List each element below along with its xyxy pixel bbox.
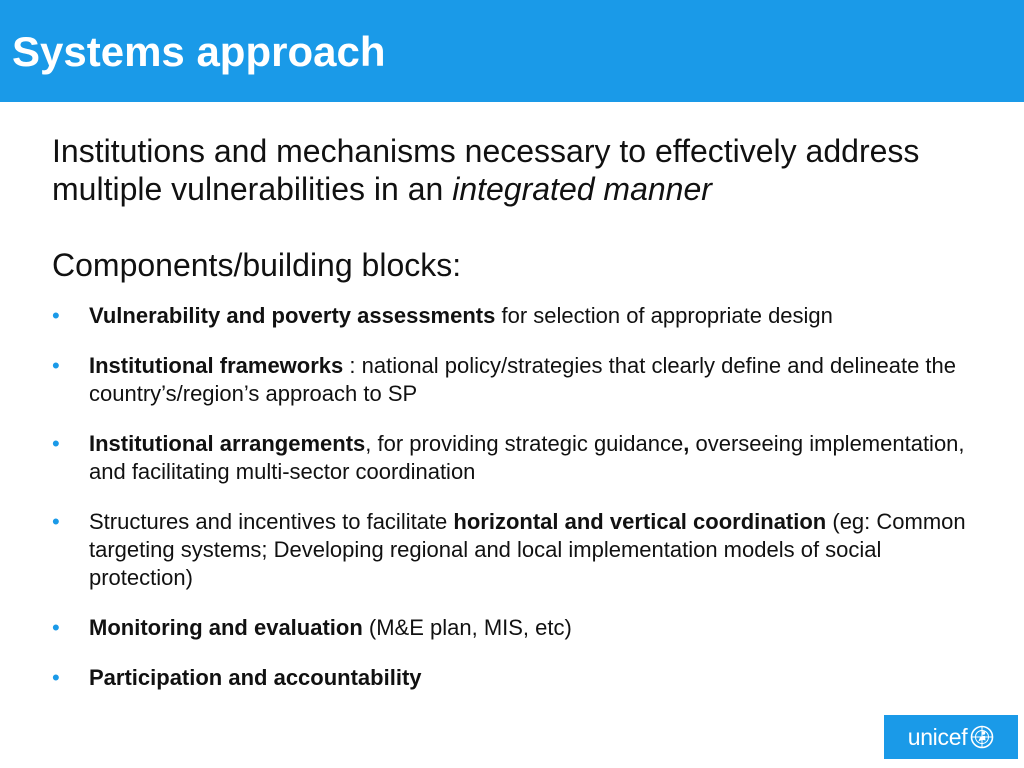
bullet-dot-icon: • <box>52 431 60 456</box>
components-heading: Components/building blocks: <box>52 247 462 283</box>
bullet-text-continued: overseeing implementation, and facilitating multi-sector coordination <box>89 431 965 484</box>
unicef-logo <box>884 715 1018 759</box>
bullet-text: for selection of appropriate design <box>495 303 833 328</box>
bullet-text-continued: (eg: Common targeting systems; Developing regional and local implementation models of social protection) <box>89 509 966 590</box>
bullet-bold-text: Participation and accountability <box>89 665 422 690</box>
bullet-dot-icon: • <box>52 615 60 640</box>
logo-text: unicef <box>907 723 968 750</box>
bullet-bold-text: horizontal and vertical coordination <box>453 509 827 534</box>
bullet-item-participation <box>52 664 972 692</box>
slide-title: Systems approach <box>12 28 386 75</box>
bullet-item-monitoring <box>52 614 972 642</box>
bullet-bold-text: Vulnerability and poverty assessments <box>89 303 496 328</box>
intro-emphasis: integrated manner <box>452 171 712 207</box>
unicef-emblem-icon <box>970 725 994 749</box>
bullet-dot-icon: • <box>52 665 60 690</box>
bullet-bold-text: Institutional frameworks <box>89 353 344 378</box>
bullet-bold-text: Monitoring and evaluation <box>89 615 363 640</box>
bullet-list <box>52 302 972 714</box>
bullet-dot-icon: • <box>52 353 60 378</box>
bullet-item-arrangements <box>52 430 972 486</box>
intro-paragraph <box>52 132 992 208</box>
bullet-item-frameworks <box>52 352 972 408</box>
bullet-bold-text: Institutional arrangements <box>89 431 366 456</box>
bullet-text: Structures and incentives to facilitate <box>89 509 454 534</box>
bullet-text: (M&E plan, MIS, etc) <box>362 615 572 640</box>
bullet-item-coordination <box>52 508 972 592</box>
title-bar <box>0 0 1024 102</box>
bullet-bold-comma: , <box>683 431 690 456</box>
bullet-text: , for providing strategic guidance <box>365 431 684 456</box>
bullet-text: : national policy/strategies that clearly define and delineate the country’s/region’s approach to SP <box>89 353 957 406</box>
bullet-dot-icon: • <box>52 509 60 534</box>
intro-text: Institutions and mechanisms necessary to effectively address multiple vulnerabilities in an <box>52 133 920 207</box>
bullet-dot-icon: • <box>52 303 60 328</box>
bullet-item-assessments <box>52 302 972 330</box>
